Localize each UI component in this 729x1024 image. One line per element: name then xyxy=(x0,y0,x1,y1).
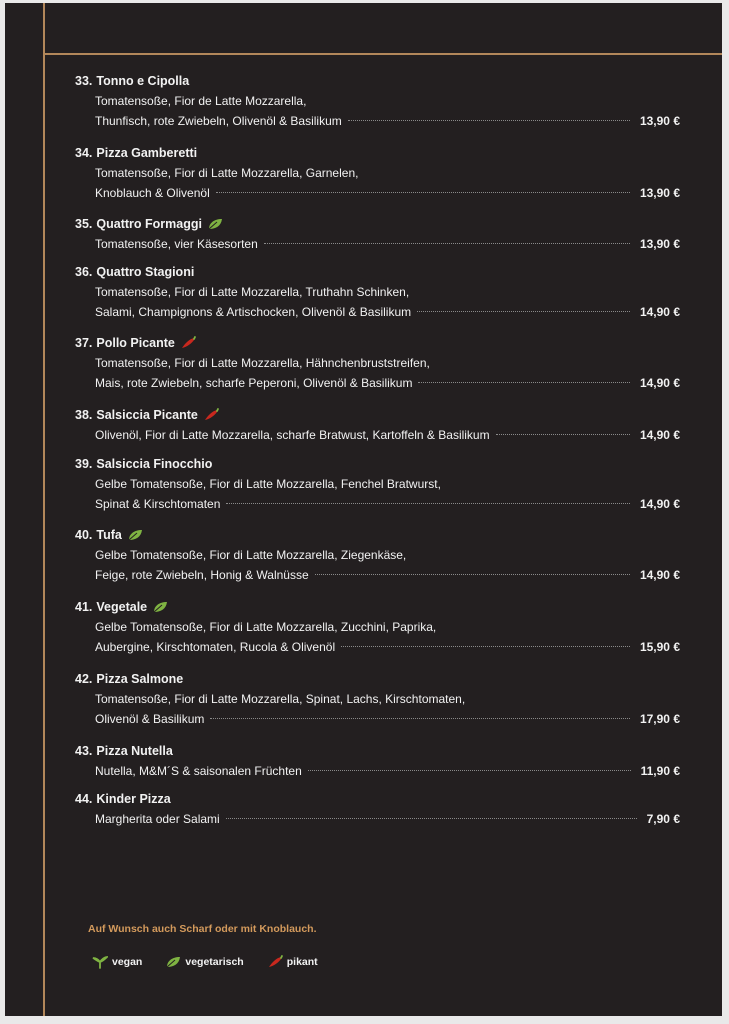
dotted-leader xyxy=(315,574,630,575)
menu-item-name: Quattro Formaggi xyxy=(96,217,202,231)
menu-item-number: 34. xyxy=(75,146,93,160)
menu-item-title xyxy=(75,335,196,351)
menu-item-description: Tomatensoße, Fior di Latte Mozzarella, Garnelen, xyxy=(95,166,359,180)
menu-item-description: Olivenöl, Fior di Latte Mozzarella, scharfe Bratwust, Kartoffeln & Basilikum xyxy=(95,428,490,442)
menu-item-description: Feige, rote Zwiebeln, Honig & Walnüsse xyxy=(95,568,309,582)
menu-item-price: 14,90 € xyxy=(639,428,680,442)
menu-item-description: Knoblauch & Olivenöl xyxy=(95,186,210,200)
menu-item-name: Tonno e Cipolla xyxy=(96,74,190,88)
menu-item-title xyxy=(75,599,168,615)
menu-item-number: 42. xyxy=(75,672,93,686)
menu-item-price: 15,90 € xyxy=(639,640,680,654)
menu-item-title xyxy=(75,671,183,687)
dotted-leader xyxy=(226,503,630,504)
legend-label: vegan xyxy=(112,956,143,968)
menu-item-name: Salsiccia Finocchio xyxy=(96,457,213,471)
menu-item-description-line xyxy=(95,639,680,655)
chili-icon xyxy=(267,955,283,969)
dotted-leader xyxy=(341,646,630,647)
menu-item-price: 14,90 € xyxy=(639,376,680,390)
chili-icon xyxy=(203,408,219,422)
menu-item-description-line xyxy=(95,185,680,201)
menu-item-number: 35. xyxy=(75,217,93,231)
dotted-leader xyxy=(216,192,630,193)
menu-item-number: 40. xyxy=(75,528,93,542)
menu-item-description: Gelbe Tomatensoße, Fior di Latte Mozzarella, Ziegenkäse, xyxy=(95,548,407,562)
menu-item-description-line xyxy=(95,763,680,779)
menu-item-description: Tomatensoße, Fior de Latte Mozzarella, xyxy=(95,94,307,108)
vertical-divider xyxy=(43,3,45,1016)
menu-item-description: Gelbe Tomatensoße, Fior di Latte Mozzarella, Fenchel Bratwurst, xyxy=(95,477,441,491)
note-text: Auf Wunsch auch Scharf oder mit Knoblauch. xyxy=(88,923,317,935)
menu-item-description-line xyxy=(95,355,680,371)
menu-item-description-line xyxy=(95,113,680,129)
menu-item-description: Margherita oder Salami xyxy=(95,812,220,826)
menu-item-price: 14,90 € xyxy=(639,305,680,319)
dotted-leader xyxy=(226,818,637,819)
menu-item-description-line xyxy=(95,496,680,512)
menu-item-number: 41. xyxy=(75,600,93,614)
legend-item-spicy xyxy=(262,955,318,969)
menu-item-description-line xyxy=(95,567,680,583)
legend-label: pikant xyxy=(286,956,318,968)
menu-item-description: Salami, Champignons & Artischocken, Olivenöl & Basilikum xyxy=(95,305,412,319)
menu-item-description-line xyxy=(95,691,680,707)
menu-item-title xyxy=(75,264,194,280)
menu-item-name: Quattro Stagioni xyxy=(96,265,195,279)
menu-item-number: 39. xyxy=(75,457,93,471)
menu-item-price: 14,90 € xyxy=(639,497,680,511)
menu-item-description-line xyxy=(95,427,680,443)
menu-item-description-line xyxy=(95,375,680,391)
menu-item-description: Olivenöl & Basilikum xyxy=(95,712,205,726)
menu-item-number: 37. xyxy=(75,336,93,350)
dotted-leader xyxy=(418,382,629,383)
leaf-icon xyxy=(165,955,181,969)
dotted-leader xyxy=(308,770,631,771)
menu-item-title xyxy=(75,407,219,423)
menu-item-description: Aubergine, Kirschtomaten, Rucola & Olivenöl xyxy=(95,640,336,654)
legend-item-vegetarian xyxy=(160,955,243,969)
menu-item-title xyxy=(75,216,223,232)
leaf-icon xyxy=(152,600,168,614)
menu-item-description-line xyxy=(95,93,680,109)
menu-item-title xyxy=(75,145,197,161)
dotted-leader xyxy=(348,120,630,121)
menu-item-number: 44. xyxy=(75,792,93,806)
menu-item-number: 38. xyxy=(75,408,93,422)
menu-item-description-line xyxy=(95,476,680,492)
menu-item-description: Gelbe Tomatensoße, Fior di Latte Mozzarella, Zucchini, Paprika, xyxy=(95,620,437,634)
dotted-leader xyxy=(210,718,630,719)
menu-item-description: Tomatensoße, Fior di Latte Mozzarella, Spinat, Lachs, Kirschtomaten, xyxy=(95,692,466,706)
menu-item-name: Pizza Nutella xyxy=(96,744,173,758)
menu-item-price: 11,90 € xyxy=(640,764,680,778)
menu-item-price: 14,90 € xyxy=(639,568,680,582)
menu-item-title xyxy=(75,456,212,472)
menu-item-title xyxy=(75,791,171,807)
chili-icon xyxy=(180,336,196,350)
menu-item-number: 36. xyxy=(75,265,93,279)
menu-item-description: Tomatensoße, Fior di Latte Mozzarella, Hähnchenbruststreifen, xyxy=(95,356,430,370)
vegan-sprout-icon xyxy=(92,955,108,969)
menu-item-description: Nutella, M&M´S & saisonalen Früchten xyxy=(95,764,302,778)
dotted-leader xyxy=(417,311,630,312)
legend-item-vegan xyxy=(87,955,142,969)
menu-item-name: Vegetale xyxy=(96,600,148,614)
dotted-leader xyxy=(264,243,630,244)
legend-label: vegetarisch xyxy=(185,956,244,968)
menu-item-price: 17,90 € xyxy=(639,712,680,726)
menu-item-name: Pizza Gamberetti xyxy=(96,146,198,160)
legend xyxy=(87,955,318,969)
menu-item-description-line xyxy=(95,284,680,300)
menu-item-number: 43. xyxy=(75,744,93,758)
menu-item-price: 13,90 € xyxy=(639,237,680,251)
menu-item-description-line xyxy=(95,236,680,252)
menu-item-name: Salsiccia Picante xyxy=(96,408,198,422)
menu-item-description-line xyxy=(95,304,680,320)
dotted-leader xyxy=(496,434,630,435)
menu-item-description: Tomatensoße, vier Käsesorten xyxy=(95,237,258,251)
menu-item-title xyxy=(75,527,143,543)
menu-item-title xyxy=(75,743,173,759)
menu-item-name: Tufa xyxy=(96,528,122,542)
menu-page xyxy=(5,3,722,1016)
menu-item-description: Spinat & Kirschtomaten xyxy=(95,497,221,511)
menu-item-description: Mais, rote Zwiebeln, scharfe Peperoni, Olivenöl & Basilikum xyxy=(95,376,413,390)
menu-item-name: Pollo Picante xyxy=(96,336,175,350)
menu-item-description: Tomatensoße, Fior di Latte Mozzarella, Truthahn Schinken, xyxy=(95,285,410,299)
menu-item-name: Pizza Salmone xyxy=(96,672,184,686)
menu-item-description-line xyxy=(95,811,680,827)
horizontal-divider xyxy=(43,53,722,55)
menu-item-description-line xyxy=(95,165,680,181)
menu-item-description-line xyxy=(95,619,680,635)
menu-item-price: 13,90 € xyxy=(639,114,680,128)
menu-item-description-line xyxy=(95,547,680,563)
leaf-icon xyxy=(207,217,223,231)
menu-item-price: 7,90 € xyxy=(646,812,680,826)
menu-item-price: 13,90 € xyxy=(639,186,680,200)
menu-item-description-line xyxy=(95,711,680,727)
menu-item-name: Kinder Pizza xyxy=(96,792,171,806)
menu-item-number: 33. xyxy=(75,74,93,88)
leaf-icon xyxy=(127,528,143,542)
menu-item-title xyxy=(75,73,189,89)
menu-item-description: Thunfisch, rote Zwiebeln, Olivenöl & Basilikum xyxy=(95,114,342,128)
